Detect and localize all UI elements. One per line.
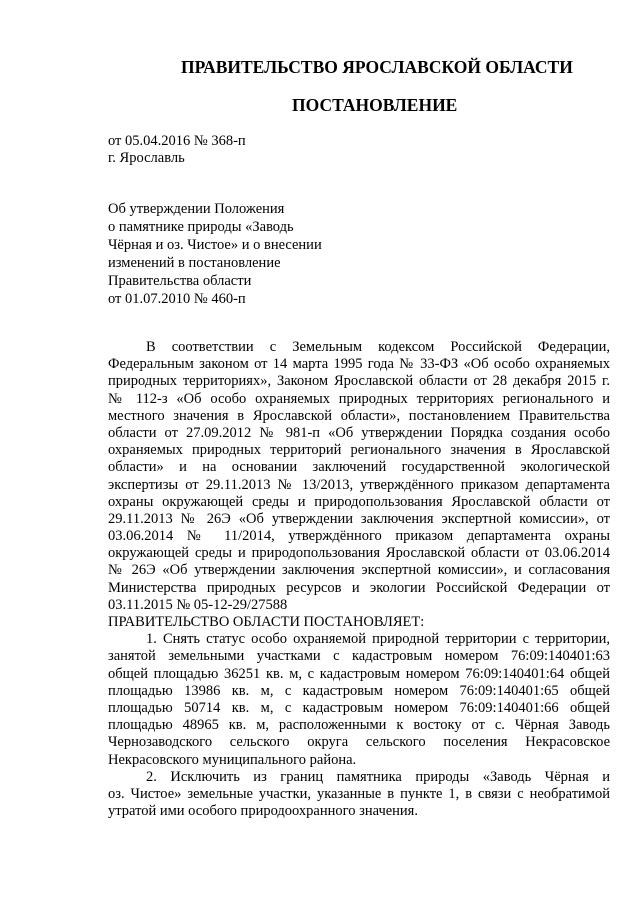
body-line: 29.11.2013 № 26Э «Об утверждении заключения экспертной комиссии», от bbox=[108, 510, 610, 527]
body-line: № 26Э «Об утверждении заключения экспертной комиссии», и согласования bbox=[108, 562, 610, 579]
subject-line: Правительства области bbox=[108, 273, 252, 289]
city-line: г. Ярославль bbox=[108, 150, 185, 166]
body-line: природных территориях», Законом Ярославской области от 28 декабря 2015 г. bbox=[108, 373, 610, 390]
body-line: 03.06.2014 № 11/2014, утверждённого приказом департамента охраны bbox=[108, 528, 610, 545]
government-title: ПРАВИТЕЛЬСТВО ЯРОСЛАВСКОЙ ОБЛАСТИ bbox=[181, 57, 573, 77]
body-line: Федеральным законом от 14 марта 1995 года № 33-ФЗ «Об особо охраняемых bbox=[108, 356, 610, 373]
date-number-line: от 05.04.2016 № 368-п bbox=[108, 133, 246, 149]
item-2-paragraph bbox=[108, 769, 610, 821]
body-line: оз. Чистое» земельные участки, указанные в пункте 1, в связи с необратимой bbox=[108, 785, 610, 802]
item-1-paragraph bbox=[108, 631, 610, 769]
body-line: охраны окружающей среды и природопользования Ярославской области от bbox=[108, 493, 610, 510]
resolves-heading: ПРАВИТЕЛЬСТВО ОБЛАСТИ ПОСТАНОВЛЯЕТ: bbox=[108, 614, 425, 630]
body-line: экспертизы от 29.11.2013 № 13/2013, утверждённого приказом департамента bbox=[108, 476, 610, 493]
subject-line: Чёрная и оз. Чистое» и о внесении bbox=[108, 237, 322, 253]
body-line: № 112-з «Об особо охраняемых природных территориях регионального и bbox=[108, 390, 610, 407]
body-line: Министерства природных ресурсов и экологии Российской Федерации от bbox=[108, 579, 610, 596]
subject-line: Об утверждении Положения bbox=[108, 201, 285, 217]
body-line: области» и на основании заключений государственной экологической bbox=[108, 459, 610, 476]
body-line: площадью 13986 кв. м, с кадастровым номером 76:09:140401:65 общей bbox=[108, 682, 610, 699]
body-line: В соответствии с Земельным кодексом Российской Федерации, bbox=[146, 339, 610, 355]
body-line: занятой земельными участками с кадастровым номером 76:09:140401:63 bbox=[108, 648, 610, 665]
subject-line: изменений в постановление bbox=[108, 255, 281, 271]
body-line: области от 27.09.2012 № 981-п «Об утверждении Порядка создания особо bbox=[108, 424, 610, 441]
subject-block bbox=[108, 200, 322, 308]
body-line: площадью 48965 кв. м, расположенными к востоку от с. Чёрная Заводь bbox=[108, 717, 610, 734]
subject-line: о памятнике природы «Заводь bbox=[108, 219, 294, 235]
body-line: Некрасовского муниципального района. bbox=[108, 751, 357, 768]
document-body bbox=[108, 339, 610, 820]
body-line: местного значения в Ярославской области», постановлением Правительства bbox=[108, 407, 610, 424]
body-line: охраняемых природных территорий регионального значения в Ярославской bbox=[108, 442, 610, 459]
body-line: площадью 50714 кв. м, с кадастровым номером 76:09:140401:66 общей bbox=[108, 699, 610, 716]
document-type-title: ПОСТАНОВЛЕНИЕ bbox=[292, 95, 458, 115]
preamble-paragraph bbox=[108, 339, 610, 614]
body-line: Чернозаводского сельского округа сельского поселения Некрасовское bbox=[108, 734, 610, 751]
subject-line: от 01.07.2010 № 460-п bbox=[108, 291, 246, 307]
body-line: 2. Исключить из границ памятника природы «Заводь Чёрная и bbox=[146, 768, 610, 785]
body-line: 1. Снять статус особо охраняемой природной территории с территории, bbox=[146, 631, 610, 648]
body-line: общей площадью 36251 кв. м, с кадастровым номером 76:09:140401:64 общей bbox=[108, 665, 610, 682]
body-line: окружающей среды и природопользования Ярославской области от 03.06.2014 bbox=[108, 545, 610, 562]
body-line: 03.11.2015 № 05-12-29/27588 bbox=[108, 596, 288, 613]
body-line: утратой ими особого природоохранного значения. bbox=[108, 803, 418, 820]
